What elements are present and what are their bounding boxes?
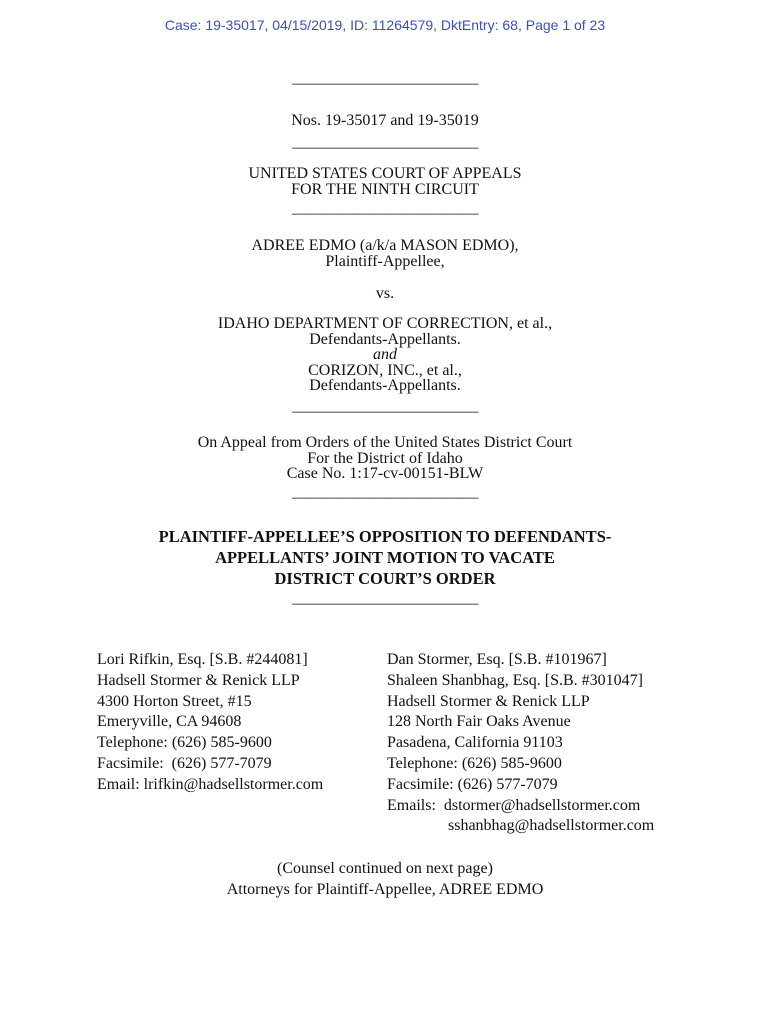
appeal-line-3: Case No. 1:17-cv-00151-BLW bbox=[286, 465, 484, 482]
counsel-right-column bbox=[387, 650, 654, 837]
counsel-right-line: Shaleen Shanbhag, Esq. [S.B. #301047] bbox=[387, 671, 643, 689]
counsel-right-line: Dan Stormer, Esq. [S.B. #101967] bbox=[387, 651, 607, 668]
attorneys-for-line: Attorneys for Plaintiff-Appellee, ADREE EDMO bbox=[226, 881, 544, 898]
court-line-1: UNITED STATES COURT OF APPEALS bbox=[248, 165, 522, 182]
counsel-right-email: Emails: dstormer@hadsellstormer.com bbox=[387, 796, 641, 814]
counsel-right-line: 128 North Fair Oaks Avenue bbox=[387, 713, 571, 731]
appeal-line-2: For the District of Idaho bbox=[307, 449, 463, 467]
document-title bbox=[0, 526, 770, 589]
counsel-left-line: Telephone: (626) 585-9600 bbox=[97, 734, 272, 752]
conjunction-and: and bbox=[373, 346, 397, 363]
counsel-continued-note: (Counsel continued on next page) bbox=[277, 860, 493, 877]
defendant1-role: Defendants-Appellants. bbox=[309, 330, 461, 348]
title-line-3: DISTRICT COURT’S ORDER bbox=[274, 569, 496, 588]
counsel-left-line: Facsimile: (626) 577-7079 bbox=[97, 754, 272, 772]
counsel-right-email: sshanbhag@hadsellstormer.com bbox=[448, 817, 655, 835]
plaintiff-name: ADREE EDMO (a/k/a MASON EDMO), bbox=[251, 237, 519, 254]
counsel-left-line: 4300 Horton Street, #15 bbox=[97, 692, 252, 710]
divider-rule: ———————————— bbox=[292, 205, 478, 222]
title-line-1: PLAINTIFF-APPELLEE’S OPPOSITION TO DEFENDANTS- bbox=[158, 527, 612, 546]
counsel-left-line: Emeryville, CA 94608 bbox=[97, 713, 242, 731]
counsel-right-line: Facsimile: (626) 577-7079 bbox=[387, 775, 558, 793]
appeal-block bbox=[0, 435, 770, 482]
case-numbers: Nos. 19-35017 and 19-35019 bbox=[291, 112, 479, 129]
court-line-2: FOR THE NINTH CIRCUIT bbox=[291, 180, 479, 198]
counsel-left-line: Hadsell Stormer & Renick LLP bbox=[97, 671, 300, 689]
defendants-block bbox=[0, 316, 770, 394]
counsel-right-line: Telephone: (626) 585-9600 bbox=[387, 754, 562, 772]
plaintiff-role: Plaintiff-Appellee, bbox=[325, 252, 445, 270]
defendant2-role: Defendants-Appellants. bbox=[309, 377, 461, 394]
title-line-2: APPELLANTS’ JOINT MOTION TO VACATE bbox=[215, 548, 555, 567]
counsel-left-column bbox=[97, 650, 323, 796]
appeal-line-1: On Appeal from Orders of the United States District Court bbox=[197, 434, 573, 451]
counsel-left-line: Lori Rifkin, Esq. [S.B. #244081] bbox=[97, 651, 308, 668]
versus-text: vs. bbox=[375, 285, 395, 302]
footer-block bbox=[0, 858, 770, 900]
defendant1-name: IDAHO DEPARTMENT OF CORRECTION, et al., bbox=[217, 315, 553, 332]
divider-rule: ———————————— bbox=[292, 489, 478, 506]
court-name bbox=[0, 166, 770, 197]
counsel-right-line: Pasadena, California 91103 bbox=[387, 734, 563, 752]
plaintiff-block bbox=[0, 238, 770, 269]
counsel-right-line: Hadsell Stormer & Renick LLP bbox=[387, 692, 590, 710]
case-header-stamp: Case: 19-35017, 04/15/2019, ID: 11264579, DktEntry: 68, Page 1 of 23 bbox=[164, 17, 606, 33]
divider-rule: ———————————— bbox=[292, 75, 478, 92]
divider-rule: ———————————— bbox=[292, 139, 478, 156]
defendant2-name: CORIZON, INC., et al., bbox=[308, 361, 462, 379]
counsel-left-email: Email: lrifkin@hadsellstormer.com bbox=[97, 775, 324, 793]
divider-rule: ———————————— bbox=[292, 595, 478, 612]
divider-rule: ———————————— bbox=[292, 403, 478, 420]
